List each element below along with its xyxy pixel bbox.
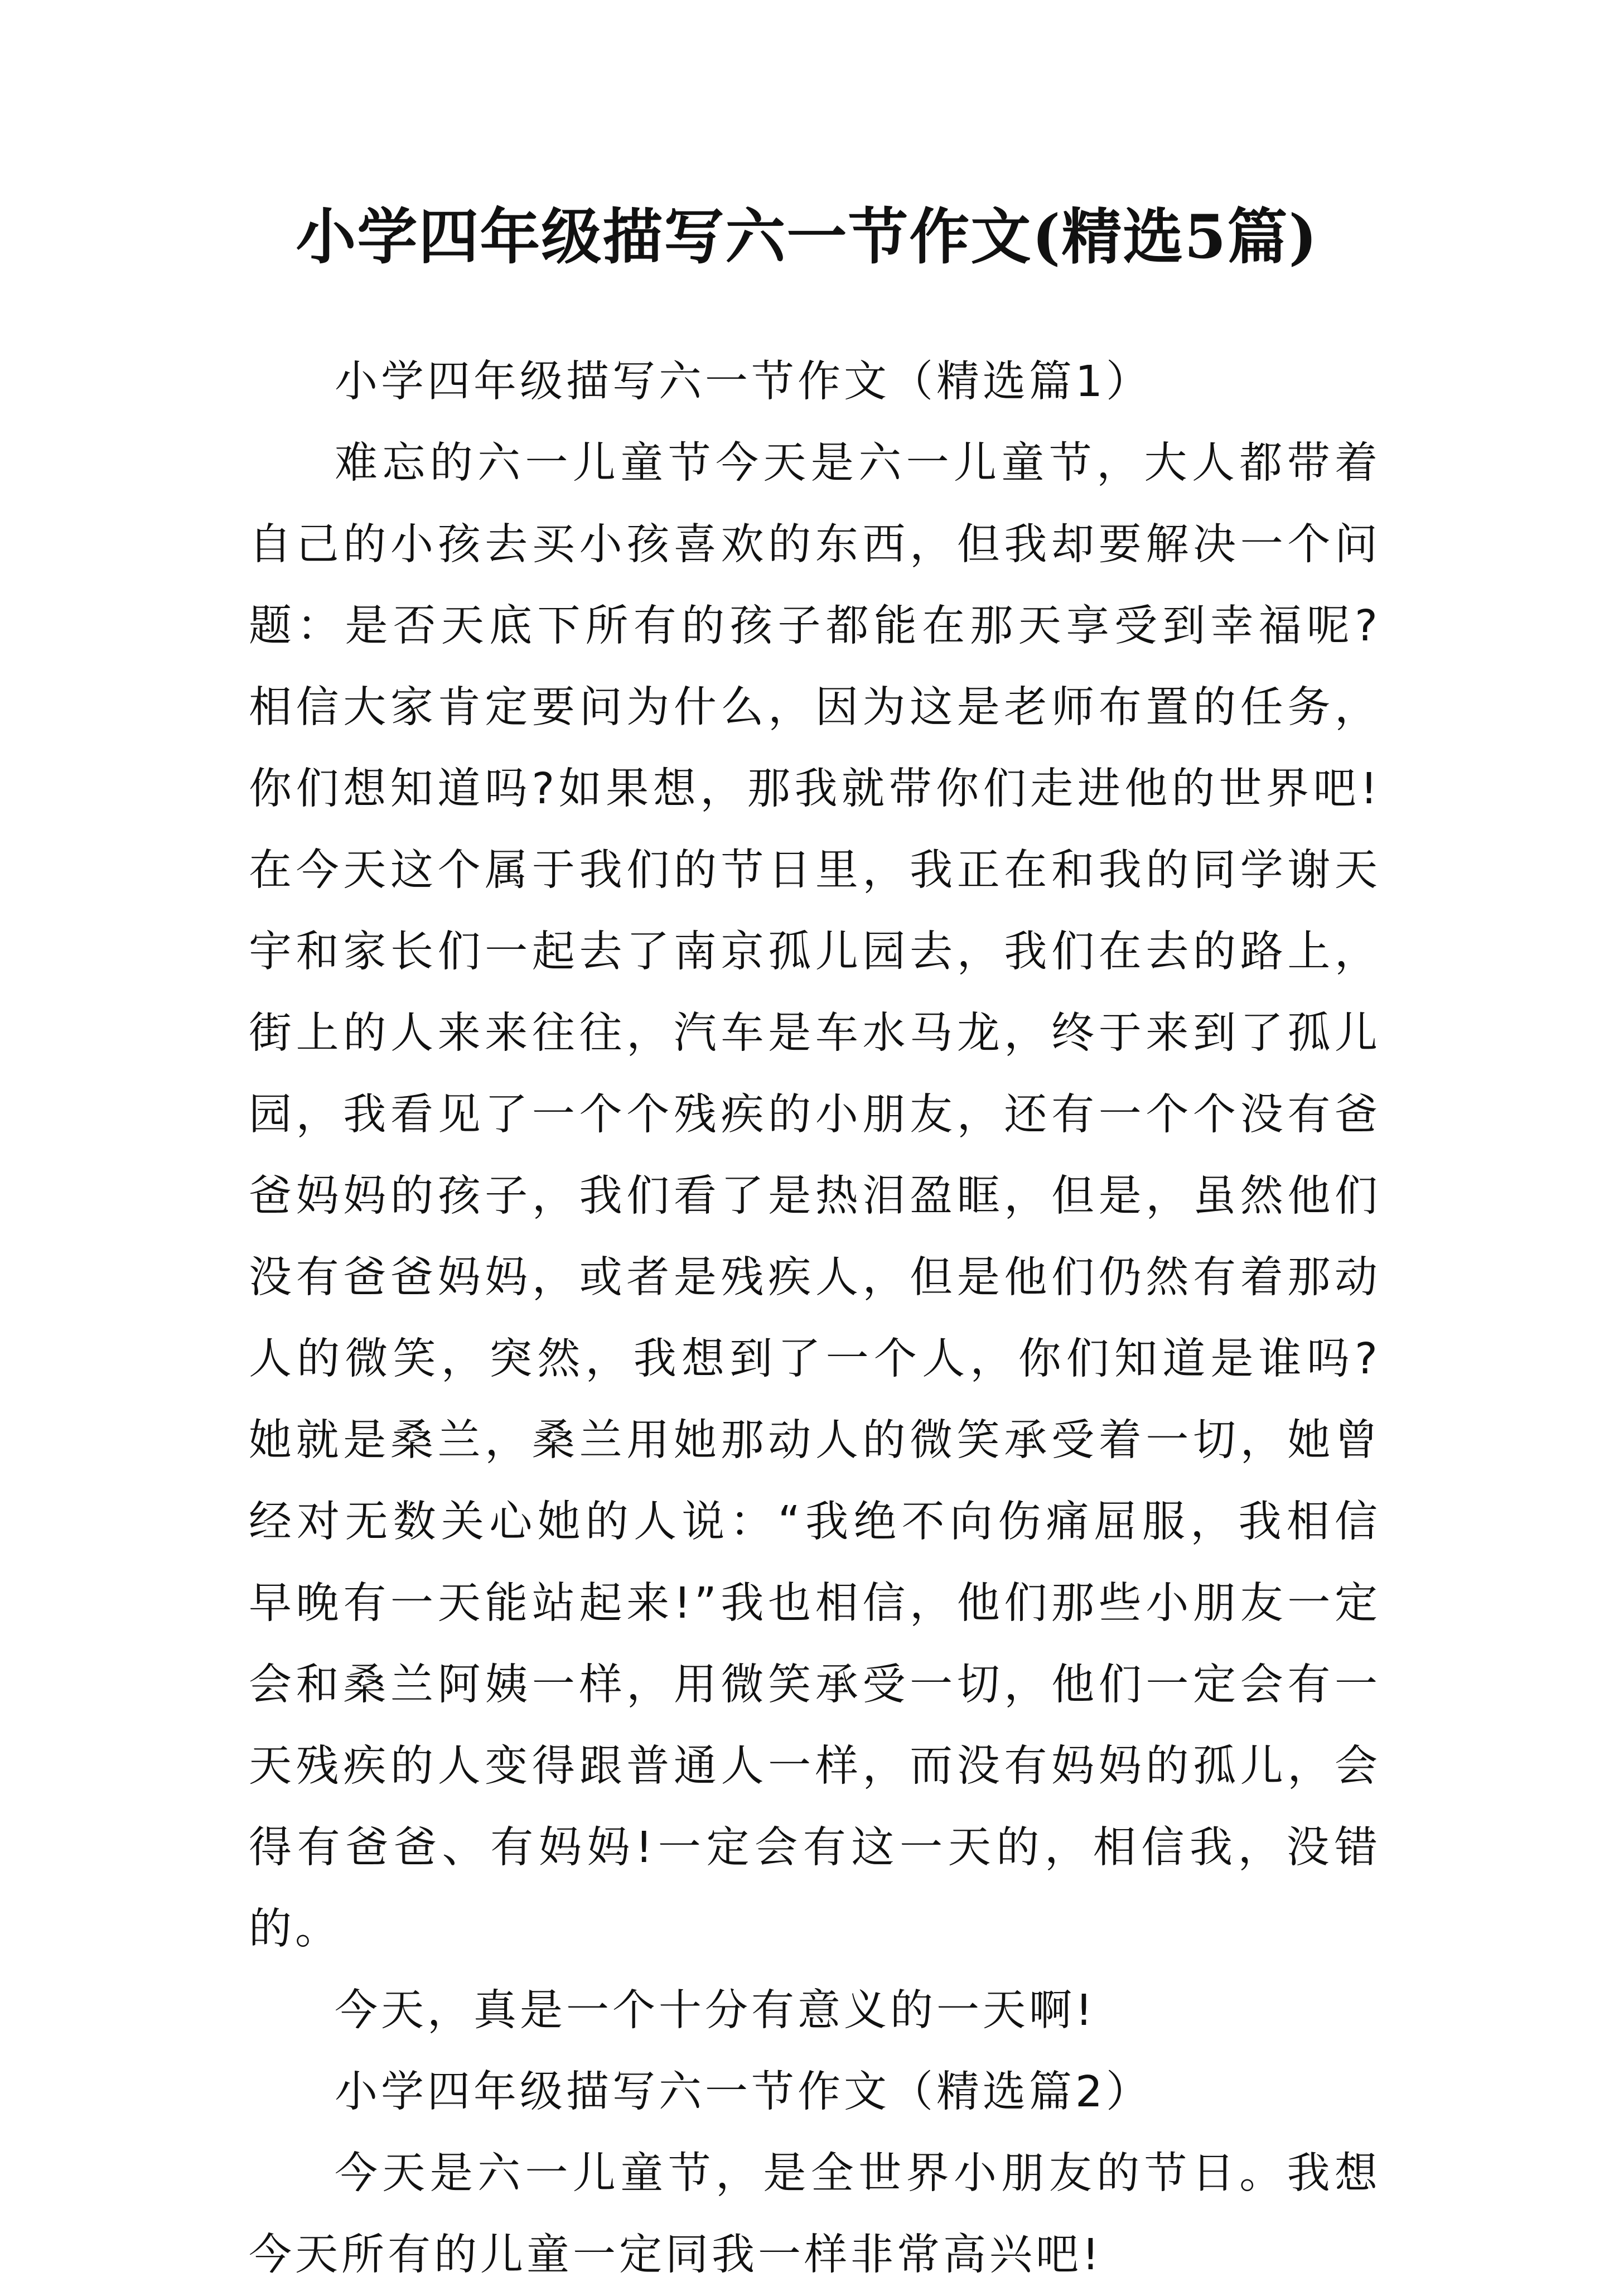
body-paragraph: 今天，真是一个十分有意义的一天啊! [335, 1986, 1096, 2035]
section-heading: 小学四年级描写六一节作文（精选篇1） [335, 357, 1152, 407]
body-paragraph: 今天是六一儿童节，是全世界小朋友的节日。我想今天所有的儿童一定同我一样非常高兴吧! [249, 2149, 1381, 2280]
document-body [249, 341, 1381, 2296]
document-title: 小学四年级描写六一节作文(精选5篇) [296, 202, 1318, 272]
body-paragraph: 难忘的六一儿童节今天是六一儿童节，大人都带着自己的小孩去买小孩喜欢的东西，但我却要解决一个问题：是否天底下所有的孩子都能在那天享受到幸福呢?相信大家肯定要问为什么，因为这是老师布置的任务，你们想知道吗?如果想，那我就带你们走进他的世界吧!在今天这个属于我们的节日里，我正在和我的同学谢天宇和家长们一起去了南京孤儿园去，我们在去的路上，街上的人来来往往，汽车是车水马龙，终于来到了孤儿园，我看见了一个个残疾的小朋友，还有一个个没有爸爸妈妈的孩子，我们看了是热泪盈眶，但是，虽然他们没有爸爸妈妈，或者是残疾人，但是他们仍然有着那动人的微笑，突然，我想到了一个人，你们知道是谁吗?她就是桑兰，桑兰用她那动人的微笑承受着一切，她曾经对无数关心她的人说：“我绝不向伤痛屈服，我相信早晚有一天能站起来!”我也相信，他们那些小朋友一定会和桑兰阿姨一样，用微笑承受一切，他们一定会有一天残疾的人变得跟普通人一样，而没有妈妈的孤儿，会得有爸爸、有妈妈!一定会有这一天的，相信我，没错的。 [249, 438, 1381, 1954]
section-heading: 小学四年级描写六一节作文（精选篇2） [335, 2067, 1152, 2117]
